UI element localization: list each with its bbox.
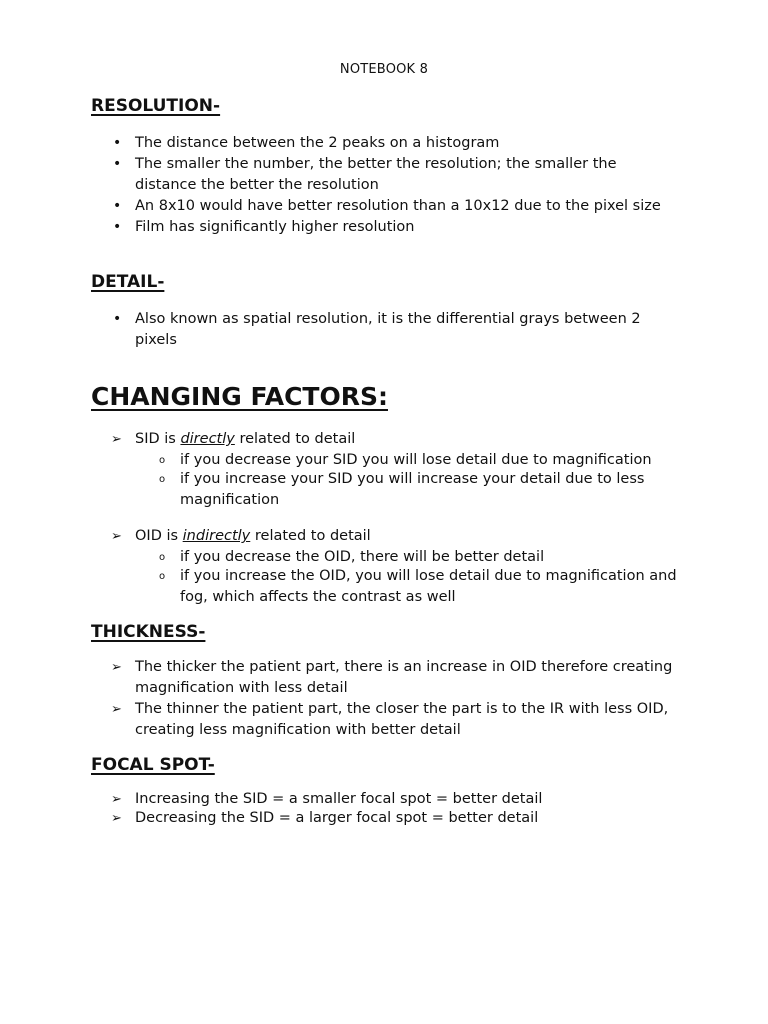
list-item: o if you increase your SID you will increase your detail due to less magnification — [159, 471, 645, 508]
oid-list — [91, 526, 681, 608]
circle-bullet-icon: o — [159, 474, 166, 485]
resolution-heading: RESOLUTION- — [91, 96, 221, 116]
emphasis-text: directly — [180, 431, 235, 447]
sid-list — [91, 429, 681, 511]
arrow-bullet-icon: ➢ — [111, 702, 122, 717]
circle-bullet-icon: o — [159, 455, 166, 466]
bullet-icon: • — [113, 311, 122, 327]
circle-bullet-icon: o — [159, 552, 166, 563]
thickness-list — [91, 657, 681, 741]
emphasis-text: indirectly — [182, 528, 251, 544]
arrow-bullet-icon: ➢ — [111, 660, 122, 675]
list-item: ➢ OID is indirectly related to detail o if you decrease the OID, there will be better detail o if you increase the OID, you will lose detail due to magnification and fog, which affects the contrast as well — [91, 526, 681, 608]
list-item: • The smaller the number, the better the resolution; the smaller the distance the better the resolution — [113, 156, 617, 193]
changing-factors-heading: CHANGING FACTORS: — [91, 382, 388, 411]
arrow-bullet-icon: ➢ — [111, 811, 122, 826]
document-title: NOTEBOOK 8 — [339, 62, 429, 77]
focal-spot-heading: FOCAL SPOT- — [91, 755, 215, 775]
list-item: o if you decrease the OID, there will be better detail — [91, 547, 681, 568]
arrow-bullet-icon: ➢ — [111, 432, 122, 447]
list-item: • Also known as spatial resolution, it is the differential grays between 2 pixels — [113, 311, 641, 348]
thickness-heading: THICKNESS- — [91, 622, 206, 642]
bullet-icon: • — [113, 219, 122, 235]
list-item: • Film has significantly higher resolution — [91, 217, 681, 238]
circle-bullet-icon: o — [159, 571, 166, 582]
list-item: • An 8x10 would have better resolution than a 10x12 due to the pixel size — [91, 196, 681, 217]
oid-sublist — [135, 547, 681, 608]
list-item: o if you decrease your SID you will lose detail due to magnification — [91, 450, 681, 471]
arrow-bullet-icon: ➢ — [111, 792, 122, 807]
list-item: ➢ The thinner the patient part, the closer the part is to the IR with less OID, creating less magnification with better detail — [111, 701, 669, 738]
focal-spot-list — [91, 790, 681, 828]
resolution-list — [91, 133, 681, 238]
list-item: o if you increase the OID, you will lose detail due to magnification and fog, which affects the contrast as well — [159, 568, 677, 605]
bullet-icon: • — [113, 156, 122, 172]
list-item: ➢ The thicker the patient part, there is an increase in OID therefore creating magnification with less detail — [111, 659, 673, 696]
detail-list — [91, 309, 681, 351]
bullet-icon: • — [113, 198, 122, 214]
detail-heading: DETAIL- — [91, 272, 165, 292]
list-item: ➢ Decreasing the SID = a larger focal spot = better detail — [111, 810, 539, 826]
sid-sublist — [135, 450, 681, 511]
list-item: ➢ Increasing the SID = a smaller focal spot = better detail — [111, 791, 543, 807]
list-item: • The distance between the 2 peaks on a histogram — [91, 133, 681, 154]
list-item: ➢ SID is directly related to detail o if you decrease your SID you will lose detail due to magnification o if you increase your SID you will increase your detail due to less magnification — [91, 429, 681, 511]
arrow-bullet-icon: ➢ — [111, 529, 122, 544]
bullet-icon: • — [113, 135, 122, 151]
